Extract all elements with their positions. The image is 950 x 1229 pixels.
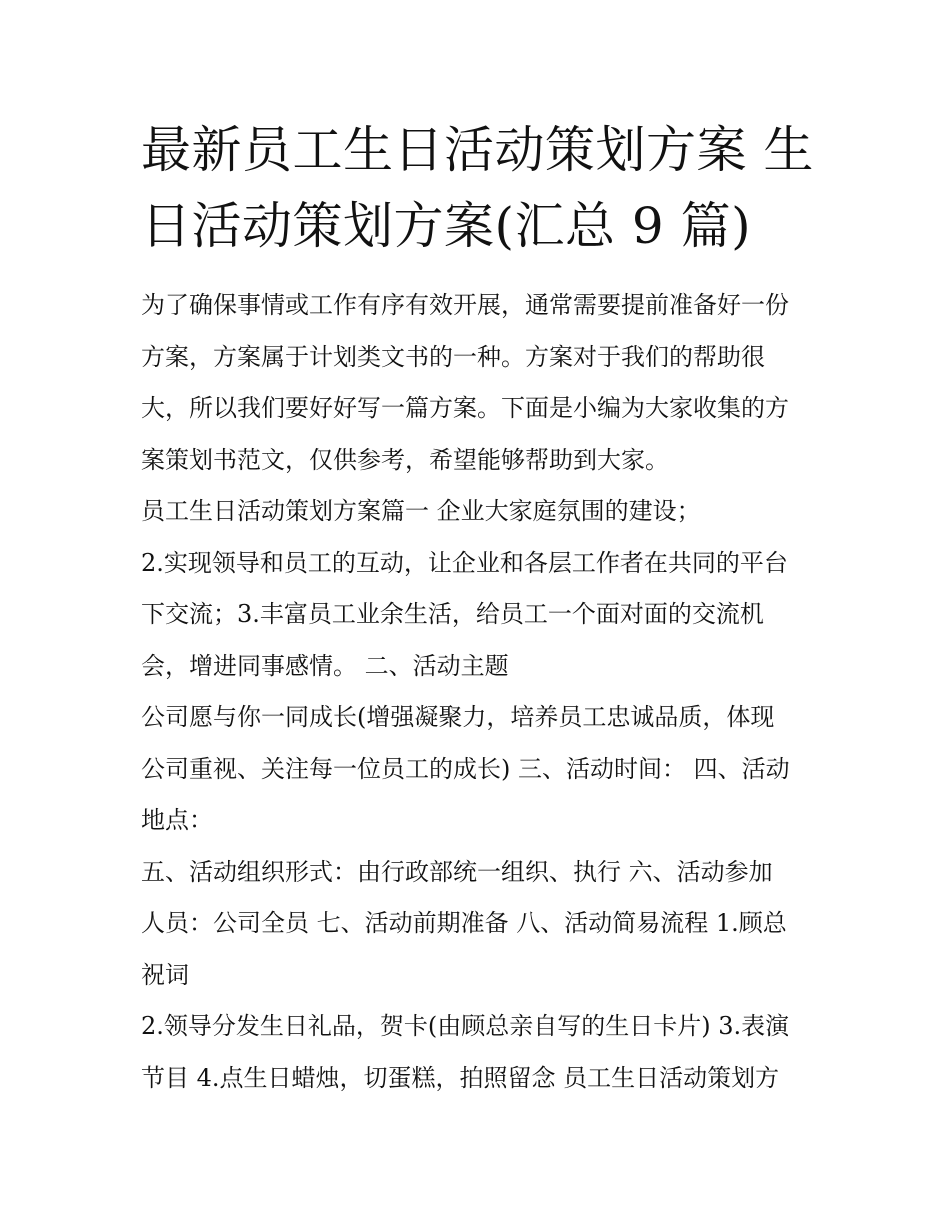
body-line: 公司重视、关注每一位员工的成长) 三、活动时间： 四、活动 [141,754,790,783]
body-line: 公司愿与你一同成长(增强凝聚力，培养员工忠诚品质，体现 [141,703,775,731]
body-line: 人员：公司全员 七、活动前期准备 八、活动简易流程 1.顾总 [141,909,787,937]
body-line: 地点： [141,806,213,834]
body-line: 大，所以我们要好好写一篇方案。下面是小编为大家收集的方 [141,394,789,422]
body-line: 2.领导分发生日礼品，贺卡(由顾总亲自写的生日卡片) 3.表演 [141,1012,790,1040]
document-body [141,280,821,1104]
body-line: 节目 4.点生日蜡烛，切蛋糕，拍照留念 员工生日活动策划方 [141,1063,780,1092]
body-line: 为了确保事情或工作有序有效开展，通常需要提前准备好一份 [141,291,789,319]
document-title [141,112,831,264]
body-line: 祝词 [141,960,189,989]
body-line: 案策划书范文，仅供参考，希望能够帮助到大家。 [141,445,669,474]
title-line-1: 最新员工生日活动策划方案 生 [141,121,814,179]
body-line: 会，增进同事感情。 二、活动主题 [141,651,509,680]
body-line: 下交流；3.丰富员工业余生活，给员工一个面对面的交流机 [141,600,764,628]
title-line-2: 日活动策划方案(汇总 9 篇) [141,197,752,255]
body-line: 员工生日活动策划方案篇一 企业大家庭氛围的建设； [141,497,701,525]
body-line: 方案，方案属于计划类文书的一种。方案对于我们的帮助很 [141,342,765,371]
body-line: 2.实现领导和员工的互动，让企业和各层工作者在共同的平台 [141,548,788,577]
body-line: 五、活动组织形式：由行政部统一组织、执行 六、活动参加 [141,857,773,886]
